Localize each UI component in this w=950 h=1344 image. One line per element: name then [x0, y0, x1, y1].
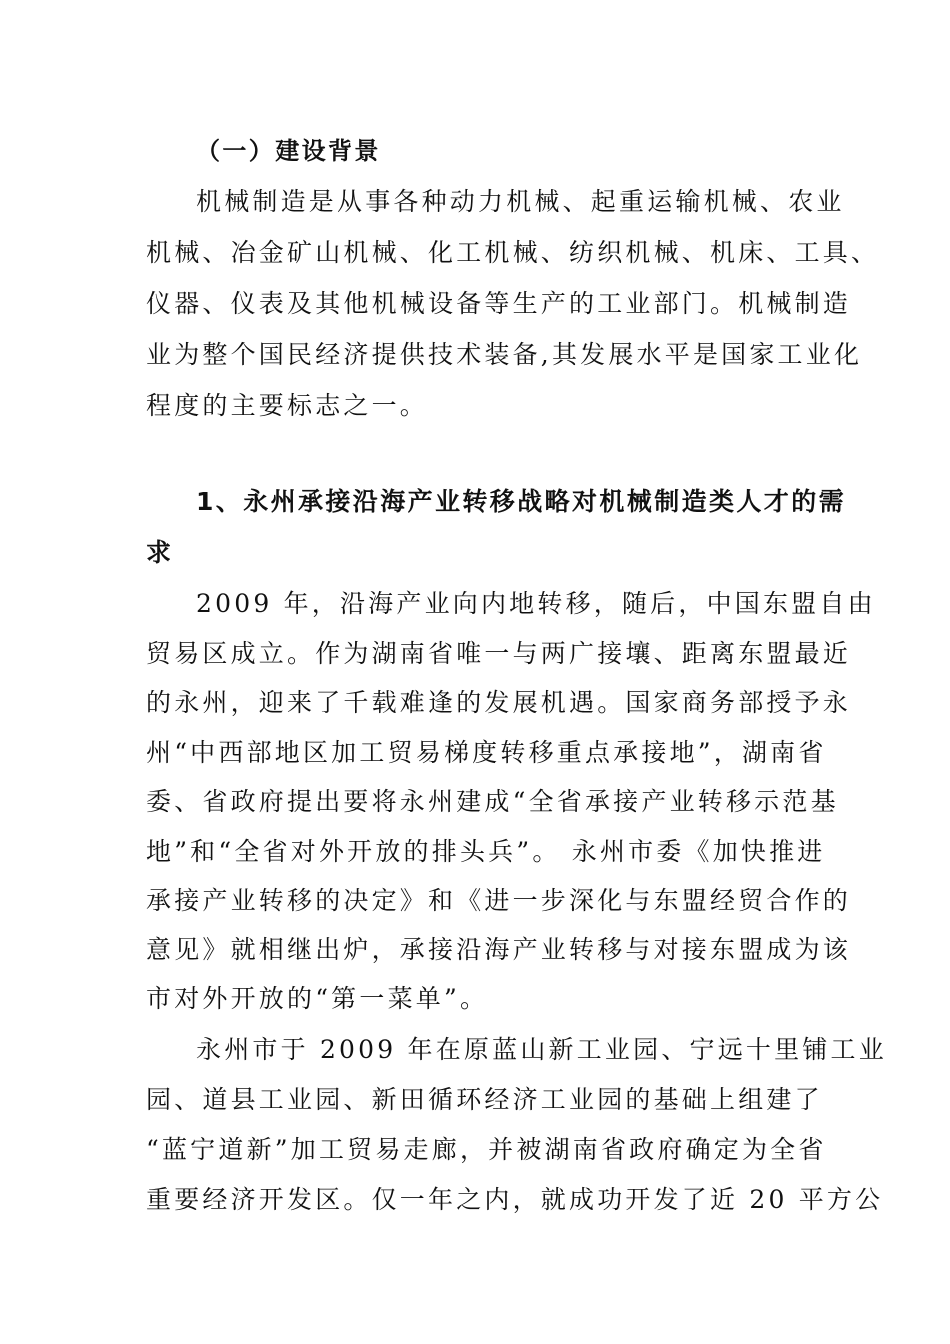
paragraph-line: 2009 年，沿海产业向内地转移，随后，中国东盟自由 [196, 589, 876, 618]
paragraph-line: 重要经济开发区。仅一年之内，就成功开发了近 20 平方公 [146, 1185, 884, 1214]
paragraph-line: 市对外开放的“第一菜单”。 [146, 984, 489, 1013]
paragraph-line: 贸易区成立。作为湖南省唯一与两广接壤、距离东盟最近 [146, 639, 852, 668]
paragraph-line: 机械制造是从事各种动力机械、起重运输机械、农业 [196, 187, 845, 216]
paragraph-line: 州“中西部地区加工贸易梯度转移重点承接地”，湖南省 [146, 738, 827, 767]
paragraph-line: 机械、冶金矿山机械、化工机械、纺织机械、机床、工具、 [146, 238, 880, 267]
paragraph-line: 仪器、仪表及其他机械设备等生产的工业部门。机械制造 [146, 289, 852, 318]
section-heading: （一）建设背景 [196, 137, 381, 165]
paragraph-line: “蓝宁道新”加工贸易走廊，并被湖南省政府确定为全省 [146, 1135, 827, 1164]
paragraph-line: 永州市于 2009 年在原蓝山新工业园、宁远十里铺工业 [196, 1035, 887, 1064]
paragraph-line: 委、省政府提出要将永州建成“全省承接产业转移示范基 [146, 787, 839, 816]
paragraph-line: 的永州，迎来了千载难逢的发展机遇。国家商务部授予永 [146, 688, 852, 717]
subheading-line: 1、永州承接沿海产业转移战略对机械制造类人才的需 [196, 487, 846, 516]
paragraph-line: 业为整个国民经济提供技术装备,其发展水平是国家工业化 [146, 340, 863, 369]
paragraph-line: 程度的主要标志之一。 [146, 391, 429, 420]
paragraph-line: 地”和“全省对外开放的排头兵”。 永州市委《加快推进 [146, 837, 826, 866]
paragraph-line: 园、道县工业园、新田循环经济工业园的基础上组建了 [146, 1085, 823, 1114]
paragraph-line: 承接产业转移的决定》和《进一步深化与东盟经贸合作的 [146, 886, 852, 915]
subheading-line: 求 [146, 538, 174, 567]
paragraph-line: 意见》就相继出炉，承接沿海产业转移与对接东盟成为该 [146, 935, 852, 964]
